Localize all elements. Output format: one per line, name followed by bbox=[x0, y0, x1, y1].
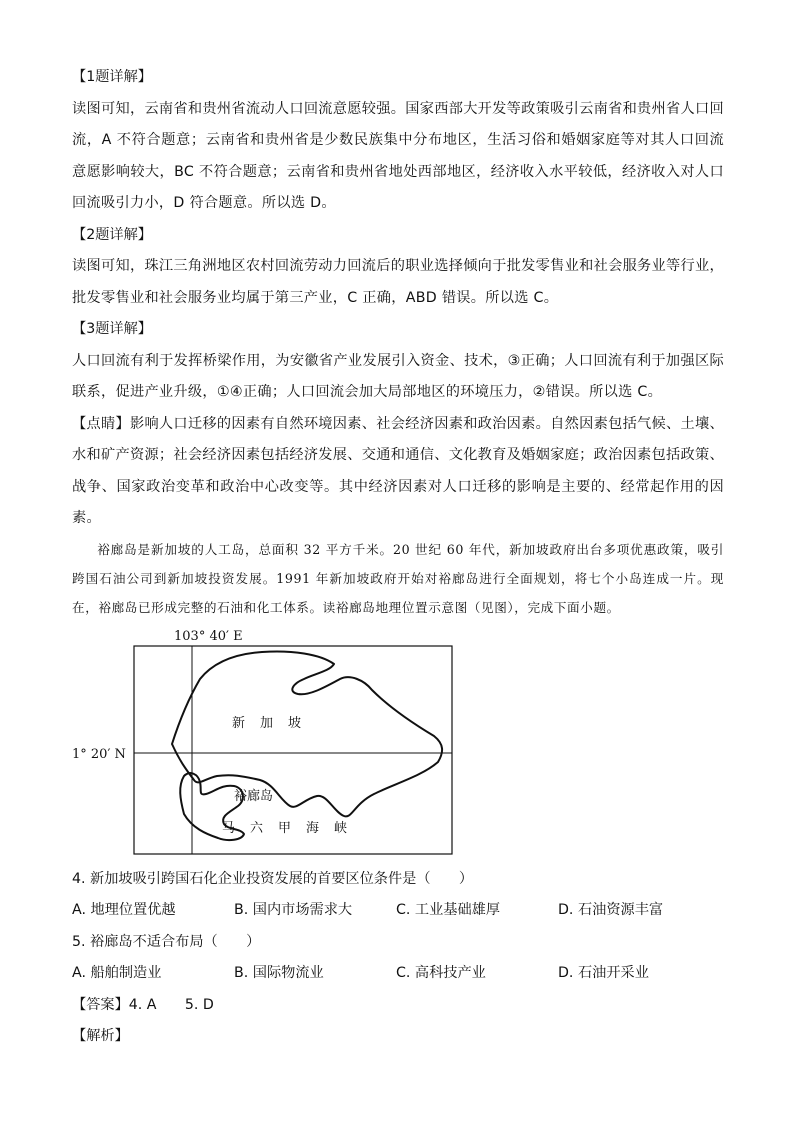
material-text: 裕廊岛是新加坡的人工岛，总面积 32 平方千米。20 世纪 60 年代，新加坡政府出台多项优惠政策，吸引跨国石油公司到新加坡投资发展。1991 年新加坡政府开始对裕廊岛进行全面规划，将七个小岛连成一片。现在，裕廊岛已形成完整的石油和化工体系。读裕廊岛地理位置示意图（见图），完成下面小题。 bbox=[72, 541, 724, 615]
section1-heading: 【1题详解】 bbox=[72, 69, 152, 85]
q4-option-b: B. 国内市场需求大 bbox=[234, 902, 353, 918]
q4-option-d: D. 石油资源丰富 bbox=[558, 902, 664, 918]
tip-text: 【点睛】影响人口迁移的因素有自然环境因素、社会经济因素和政治因素。自然因素包括气候、土壤、水和矿产资源；社会经济因素包括经济发展、交通和通信、文化教育及婚姻家庭；政治因素包括政策、战争、国家政治变革和政治中心改变等。其中经济因素对人口迁移的影响是主要的、经常起作用的因素。 bbox=[72, 415, 724, 526]
question-5-stem: 5. 裕廊岛不适合布局（ ） bbox=[72, 933, 261, 950]
section2-heading: 【2题详解】 bbox=[72, 226, 152, 243]
jurong-island-map bbox=[72, 624, 724, 864]
section3-heading: 【3题详解】 bbox=[72, 321, 152, 337]
longitude-label: 103° 40′ E bbox=[174, 628, 243, 644]
q5-option-c: C. 高科技产业 bbox=[396, 965, 486, 981]
section2-text: 读图可知，珠江三角洲地区农村回流劳动力回流后的职业选择倾向于批发零售业和社会服务业等行业，批发零售业和社会服务业均属于第三产业，C 正确，ABD 错误。所以选 C。 bbox=[72, 258, 724, 306]
singapore-label: 新 加 坡 bbox=[232, 715, 303, 731]
jurong-label: 裕廊岛 bbox=[234, 788, 274, 804]
question-4-options bbox=[72, 895, 724, 927]
q5-option-d: D. 石油开采业 bbox=[558, 965, 649, 981]
section1-text: 读图可知，云南省和贵州省流动人口回流意愿较强。国家西部大开发等政策吸引云南省和贵州省人口回流，A 不符合题意；云南省和贵州省是少数民族集中分布地区，生活习俗和婚姻家庭等对其人口回流意愿影响较大，BC 不符合题意；云南省和贵州省地处西部地区，经济收入水平较低，经济收入对人口回流吸引力小，D 符合题意。所以选 D。 bbox=[72, 100, 724, 211]
analysis-heading: 【解析】 bbox=[72, 1028, 129, 1044]
latitude-label: 1° 20′ N bbox=[72, 746, 126, 762]
q4-option-c: C. 工业基础雄厚 bbox=[396, 902, 501, 918]
q4-option-a: A. 地理位置优越 bbox=[72, 902, 176, 918]
question-5-options bbox=[72, 958, 724, 990]
section3-text: 人口回流有利于发挥桥梁作用，为安徽省产业发展引入资金、技术，③正确；人口回流有利于加强区际联系，促进产业升级，①④正确；人口回流会加大局部地区的环境压力，②错误。所以选 C。 bbox=[72, 352, 724, 400]
q5-option-a: A. 船舶制造业 bbox=[72, 965, 162, 981]
q5-option-b: B. 国际物流业 bbox=[234, 965, 324, 981]
map-svg bbox=[72, 624, 472, 864]
answer-line: 【答案】4. A 5. D bbox=[72, 996, 214, 1013]
strait-label: 马 六 甲 海 峡 bbox=[222, 820, 349, 836]
question-4-stem: 4. 新加坡吸引跨国石化企业投资发展的首要区位条件是（ ） bbox=[72, 870, 474, 887]
document-page bbox=[72, 62, 724, 1053]
